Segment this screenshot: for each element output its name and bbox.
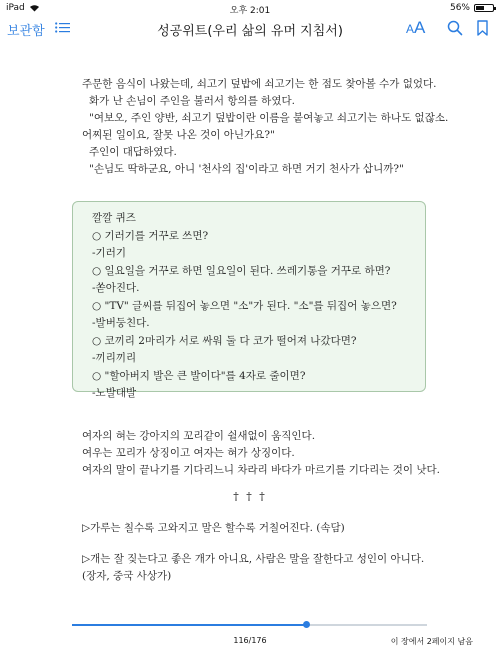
page-scrubber[interactable] <box>72 624 427 626</box>
font-big-label: A <box>414 18 426 37</box>
intro-line: 주인이 대답하였다. <box>89 146 177 158</box>
quiz-answer: -끼리끼리 <box>92 352 137 364</box>
women-paragraph <box>82 428 442 479</box>
battery-icon <box>474 4 494 12</box>
intro-line: 주문한 음식이 나왔는데, 쇠고기 덮밥에 쇠고기는 한 점도 찾아볼 수가 없었다. <box>82 78 437 90</box>
intro-line: 화가 난 손님이 주인을 불러서 항의를 하였다. <box>89 95 295 107</box>
proverb-source: (장자, 중국 사상가) <box>82 570 172 582</box>
quiz-question: ○ 코끼리 2마리가 서로 싸워 둘 다 코가 떨어져 나갔다면? <box>92 334 357 347</box>
quiz-question: ○ "할아버지 발은 큰 발이다"를 4자로 줄이면? <box>92 369 306 382</box>
scrubber-handle[interactable] <box>303 621 310 628</box>
table-of-contents-icon[interactable] <box>55 22 70 33</box>
bookmark-icon[interactable] <box>477 20 488 36</box>
quiz-answer: -쏟아진다. <box>92 282 140 294</box>
device-label: iPad <box>6 3 25 13</box>
quiz-question: ○ 기러기를 거꾸로 쓰면? <box>92 229 209 242</box>
battery-fill <box>476 6 484 10</box>
status-right <box>450 3 494 13</box>
quiz-answer: -기러기 <box>92 247 126 259</box>
library-button[interactable]: 보관함 <box>7 24 45 39</box>
nav-bar <box>0 16 500 42</box>
battery-percent: 56% <box>449 3 470 13</box>
font-size-button[interactable] <box>406 18 425 38</box>
section-separator: † † † <box>233 490 267 503</box>
book-title: 성공위트(우리 삶의 유머 지침서) <box>157 24 343 39</box>
paragraph-line: 여자의 말이 끝나기를 기다리느니 차라리 바다가 마르기를 기다리는 것이 낫다. <box>82 464 440 476</box>
status-time: 오후 2:01 <box>229 6 271 16</box>
intro-line: "손님도 딱하군요, 아니 '천사의 집'이라고 하면 거기 천사가 삽니까?" <box>89 163 404 175</box>
quiz-box <box>72 201 426 399</box>
search-icon[interactable] <box>447 20 463 36</box>
intro-paragraph <box>82 76 449 178</box>
paragraph-line: 여자의 혀는 강아지의 꼬리같이 쉴새없이 움직인다. <box>82 430 316 442</box>
quiz-question: ○ "TV" 글씨를 뒤집어 놓으면 "소"가 된다. "소"를 뒤집어 놓으면? <box>92 299 397 312</box>
intro-line: "여보오, 주인 양반, 쇠고기 덮밥이란 이름을 붙여놓고 쇠고기는 하나도 없잖소. <box>89 112 449 124</box>
quiz-answer: -노발대발 <box>92 387 137 399</box>
paragraph-line: 여우는 꼬리가 상징이고 여자는 혀가 상징이다. <box>82 447 295 459</box>
proverb-1 <box>82 520 442 537</box>
pages-left-label: 이 장에서 2페이지 남음 <box>390 637 473 646</box>
quiz-answer: -발버둥친다. <box>92 317 150 329</box>
intro-line: 어찌된 일이요, 잘못 나온 것이 아닌가요?" <box>82 129 275 141</box>
status-bar <box>0 0 500 16</box>
page-counter: 116/176 <box>233 636 267 645</box>
font-small-label: A <box>406 22 415 36</box>
quiz-title: 깔깔 퀴즈 <box>92 212 136 224</box>
proverb-line: ▷개는 잘 짖는다고 좋은 개가 아니요, 사람은 말을 잘한다고 성인이 아니다. <box>82 553 425 565</box>
proverb-2 <box>82 551 442 585</box>
progress-fill <box>72 624 306 626</box>
quiz-question: ○ 일요일을 거꾸로 하면 일요일이 된다. 쓰레기통을 거꾸로 하면? <box>92 264 391 277</box>
proverb-line: ▷가루는 칠수록 고와지고 말은 할수록 거칠어진다. (속담) <box>82 522 345 534</box>
